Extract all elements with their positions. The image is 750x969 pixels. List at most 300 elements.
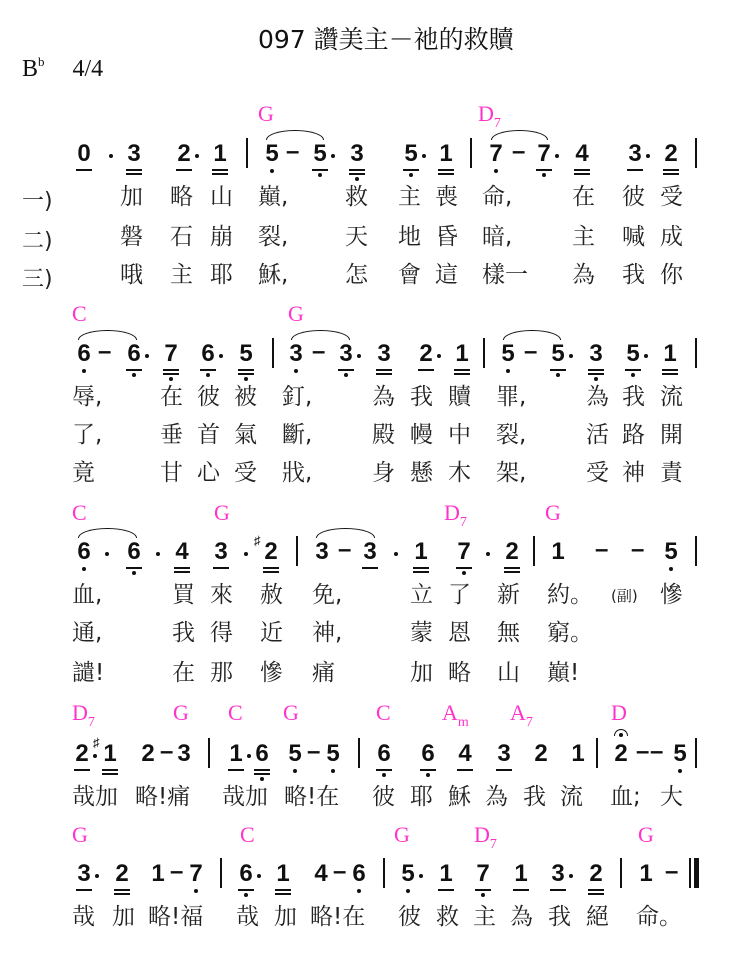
note bbox=[496, 742, 512, 766]
note bbox=[325, 742, 341, 766]
underline-sixteenth bbox=[454, 373, 470, 375]
lyric-syllable: 垂 bbox=[160, 422, 183, 448]
tie-slur bbox=[316, 528, 375, 538]
lyric-syllable: 活 bbox=[586, 422, 609, 448]
lyric-syllable: 大 bbox=[660, 784, 683, 810]
low-octave-dot bbox=[556, 373, 560, 377]
low-octave-dot bbox=[293, 769, 297, 773]
sustain-dash: – bbox=[631, 536, 645, 563]
note bbox=[625, 342, 641, 366]
note-digit: 3 bbox=[339, 340, 353, 367]
underline-eighth bbox=[550, 369, 566, 371]
note-digit: 5 bbox=[239, 340, 253, 367]
note bbox=[74, 742, 90, 766]
lyric-syllable: 主 bbox=[572, 224, 595, 250]
note bbox=[238, 342, 254, 366]
note bbox=[438, 142, 454, 166]
underline-eighth bbox=[513, 889, 529, 891]
chord-symbol bbox=[444, 500, 467, 530]
lyric-syllable: 耶 bbox=[410, 784, 433, 810]
lyric-syllable: 巔, bbox=[258, 184, 289, 210]
underline-sixteenth bbox=[275, 893, 291, 895]
sustain-dash: – bbox=[650, 738, 664, 765]
low-octave-dot bbox=[382, 773, 386, 777]
note bbox=[275, 862, 291, 886]
chord-quality: 7 bbox=[459, 515, 467, 530]
note bbox=[403, 142, 419, 166]
lyric-syllable: 流 bbox=[560, 784, 583, 810]
lyric-syllable: 崩 bbox=[210, 224, 233, 250]
low-octave-dot bbox=[82, 369, 86, 373]
lyric-syllable: 我 bbox=[548, 904, 571, 930]
note bbox=[76, 540, 92, 564]
note-digit: 2 bbox=[177, 140, 191, 167]
lyric-syllable: 我 bbox=[172, 620, 195, 646]
note bbox=[163, 342, 179, 366]
note-digit: 2 bbox=[614, 740, 628, 767]
underline-sixteenth bbox=[588, 373, 604, 375]
note-digit: 3 bbox=[589, 340, 603, 367]
note-digit: 1 bbox=[103, 740, 117, 767]
chord-root: G bbox=[638, 822, 654, 847]
note bbox=[627, 142, 643, 166]
lyric-syllable: 彼 bbox=[398, 904, 421, 930]
key-signature bbox=[22, 56, 103, 83]
barline bbox=[272, 338, 274, 368]
lyric-syllable: 加 bbox=[112, 904, 135, 930]
low-octave-dot bbox=[355, 177, 359, 181]
lyric-syllable: (副) bbox=[611, 587, 638, 605]
note-digit: 6 bbox=[201, 340, 215, 367]
note-digit: 6 bbox=[127, 538, 141, 565]
lyric-syllable: 神 bbox=[622, 460, 645, 486]
note-digit: 1 bbox=[455, 340, 469, 367]
note-digit: 1 bbox=[414, 538, 428, 565]
barline bbox=[596, 738, 598, 768]
underline-eighth bbox=[74, 769, 90, 771]
chord-symbol bbox=[288, 303, 304, 325]
note-digit: 6 bbox=[352, 860, 366, 887]
underline-eighth bbox=[418, 369, 434, 371]
lyric-syllable: 主 bbox=[170, 262, 193, 288]
tie-slur bbox=[78, 330, 137, 340]
chord-symbol bbox=[72, 824, 88, 846]
lyric-syllable: 流 bbox=[660, 384, 683, 410]
dotted-note-dot bbox=[569, 874, 573, 878]
chord-quality: 7 bbox=[525, 715, 533, 730]
lyric-syllable: 赦 bbox=[260, 582, 283, 608]
lyric-syllable: 樣一 bbox=[482, 262, 528, 288]
note bbox=[613, 742, 629, 766]
underline-sixteenth bbox=[349, 173, 365, 175]
barline bbox=[246, 138, 248, 168]
note bbox=[264, 142, 280, 166]
underline-eighth bbox=[625, 369, 641, 371]
note bbox=[588, 862, 604, 886]
lyric-syllable: 在 bbox=[172, 660, 195, 686]
note bbox=[536, 142, 552, 166]
lyric-syllable: 罪, bbox=[496, 384, 527, 410]
key-accidental: b bbox=[38, 54, 45, 69]
lyric-syllable: 你 bbox=[660, 262, 683, 288]
lyric-syllable: 血; bbox=[610, 784, 641, 810]
lyric-syllable: 約。 bbox=[547, 582, 593, 608]
tie-slur bbox=[291, 330, 350, 340]
chord-symbol bbox=[173, 702, 189, 724]
note bbox=[588, 342, 604, 366]
lyric-syllable: 免, bbox=[312, 582, 343, 608]
note bbox=[176, 142, 192, 166]
note bbox=[662, 342, 678, 366]
note bbox=[550, 540, 566, 564]
note-digit: 5 bbox=[265, 140, 279, 167]
note-digit: 4 bbox=[458, 740, 472, 767]
lyric-syllable: 加 bbox=[120, 184, 143, 210]
lyric-syllable: 贖 bbox=[448, 384, 471, 410]
lyric-syllable: 那 bbox=[210, 660, 233, 686]
underline-sixteenth bbox=[376, 373, 392, 375]
lyric-syllable: 辱, bbox=[72, 384, 103, 410]
chord-root: D bbox=[72, 700, 88, 725]
underline-eighth bbox=[588, 889, 604, 891]
note-digit: 4 bbox=[575, 140, 589, 167]
low-octave-dot bbox=[344, 373, 348, 377]
note-digit: 7 bbox=[189, 860, 203, 887]
dotted-note-dot bbox=[644, 354, 648, 358]
underline-sixteenth bbox=[663, 173, 679, 175]
lyric-syllable: 通, bbox=[72, 620, 103, 646]
lyric-syllable: 為 bbox=[372, 384, 395, 410]
dotted-note-dot bbox=[93, 754, 97, 758]
lyric-syllable: 恩 bbox=[448, 620, 471, 646]
lyric-syllable: 哉 bbox=[236, 904, 259, 930]
lyric-syllable: 戕, bbox=[282, 460, 313, 486]
note bbox=[504, 540, 520, 564]
lyric-syllable: 受 bbox=[234, 460, 257, 486]
lyric-syllable: 窮。 bbox=[547, 620, 593, 646]
chord-root: A bbox=[442, 700, 458, 725]
underline-eighth bbox=[475, 889, 491, 891]
low-octave-dot bbox=[506, 369, 510, 373]
note bbox=[288, 342, 304, 366]
underline-eighth bbox=[588, 369, 604, 371]
note-digit: 2 bbox=[589, 860, 603, 887]
note bbox=[126, 540, 142, 564]
note bbox=[313, 862, 329, 886]
chord-root: C bbox=[376, 700, 391, 725]
underline-sixteenth bbox=[588, 893, 604, 895]
lyric-syllable: 為 bbox=[485, 784, 508, 810]
low-octave-dot bbox=[244, 893, 248, 897]
note-digit: 6 bbox=[255, 740, 269, 767]
sustain-dash: – bbox=[160, 738, 174, 765]
dotted-note-dot bbox=[219, 354, 223, 358]
chord-root: C bbox=[72, 500, 87, 525]
note-digit: 3 bbox=[363, 538, 377, 565]
lyric-syllable: 加 bbox=[410, 660, 433, 686]
underline-sixteenth bbox=[413, 571, 429, 573]
low-octave-dot bbox=[194, 889, 198, 893]
note bbox=[287, 742, 303, 766]
barline bbox=[695, 338, 697, 368]
note bbox=[663, 540, 679, 564]
chord-symbol bbox=[72, 700, 95, 730]
lyric-syllable: 救 bbox=[436, 904, 459, 930]
underline-sixteenth bbox=[574, 173, 590, 175]
underline-eighth bbox=[126, 169, 142, 171]
chord-root: G bbox=[283, 700, 299, 725]
low-octave-dot bbox=[331, 769, 335, 773]
underline-eighth bbox=[349, 169, 365, 171]
barline bbox=[220, 858, 222, 888]
note-digit: 5 bbox=[501, 340, 515, 367]
underline-eighth bbox=[504, 567, 520, 569]
underline-eighth bbox=[213, 567, 229, 569]
lyric-syllable: 立 bbox=[410, 582, 433, 608]
chord-root: G bbox=[173, 700, 189, 725]
lyric-syllable: 竟 bbox=[72, 460, 95, 486]
chord-symbol bbox=[474, 822, 497, 852]
underline-eighth bbox=[102, 769, 118, 771]
underline-eighth bbox=[663, 169, 679, 171]
underline-eighth bbox=[362, 567, 378, 569]
note-digit: 3 bbox=[497, 740, 511, 767]
note bbox=[475, 862, 491, 886]
lyric-syllable: 這 bbox=[435, 262, 458, 288]
chord-symbol bbox=[72, 303, 87, 325]
barline bbox=[470, 138, 472, 168]
sustain-dash: – bbox=[307, 738, 321, 765]
dotted-note-dot bbox=[257, 874, 261, 878]
chord-symbol bbox=[394, 824, 410, 846]
low-octave-dot bbox=[270, 169, 274, 173]
underline-sixteenth bbox=[438, 173, 454, 175]
lyric-syllable: 主 bbox=[398, 184, 421, 210]
lyric-syllable: 慘 bbox=[660, 582, 683, 608]
chord-symbol bbox=[545, 502, 561, 524]
low-octave-dot bbox=[481, 893, 485, 897]
underline-eighth bbox=[420, 769, 436, 771]
lyric-syllable: 喪 bbox=[435, 184, 458, 210]
lyric-syllable: 身 bbox=[372, 460, 395, 486]
sustain-dash: – bbox=[333, 858, 347, 885]
underline-eighth bbox=[200, 369, 216, 371]
note-digit: 2 bbox=[141, 740, 155, 767]
chord-root: G bbox=[545, 500, 561, 525]
underline-eighth bbox=[263, 567, 279, 569]
sustain-dash: – bbox=[595, 536, 609, 563]
note bbox=[338, 342, 354, 366]
note bbox=[314, 540, 330, 564]
note-digit: 5 bbox=[551, 340, 565, 367]
lyric-syllable: 心 bbox=[197, 460, 220, 486]
lyric-syllable: 山 bbox=[210, 184, 233, 210]
barline bbox=[358, 738, 360, 768]
underline-eighth bbox=[413, 567, 429, 569]
note-digit: 2 bbox=[664, 140, 678, 167]
note-digit: 6 bbox=[239, 860, 253, 887]
note bbox=[76, 142, 92, 166]
note bbox=[513, 862, 529, 886]
chord-root: G bbox=[214, 500, 230, 525]
note bbox=[574, 142, 590, 166]
lyric-syllable: 略 bbox=[448, 660, 471, 686]
underline-eighth bbox=[438, 169, 454, 171]
note-digit: 5 bbox=[326, 740, 340, 767]
lyric-syllable: 釘, bbox=[282, 384, 313, 410]
barline bbox=[296, 536, 298, 566]
lyric-syllable: 為 bbox=[586, 384, 609, 410]
chord-quality: 7 bbox=[493, 116, 501, 131]
chord-symbol bbox=[72, 502, 87, 524]
underline-eighth bbox=[176, 169, 192, 171]
chord-symbol bbox=[376, 702, 391, 724]
lyric-syllable: 無 bbox=[497, 620, 520, 646]
low-octave-dot bbox=[409, 173, 413, 177]
note-digit: 4 bbox=[314, 860, 328, 887]
chord-root: G bbox=[394, 822, 410, 847]
lyric-syllable: 地 bbox=[398, 224, 421, 250]
lyric-syllable: 彼 bbox=[372, 784, 395, 810]
note bbox=[438, 862, 454, 886]
barline bbox=[695, 738, 697, 768]
dotted-note-dot bbox=[357, 354, 361, 358]
note bbox=[663, 142, 679, 166]
lyric-syllable: 哦 bbox=[120, 262, 143, 288]
low-octave-dot bbox=[169, 377, 173, 381]
underline-eighth bbox=[114, 889, 130, 891]
barline bbox=[689, 858, 691, 888]
note-digit: 1 bbox=[571, 740, 585, 767]
low-octave-dot bbox=[406, 889, 410, 893]
lyric-syllable: 為 bbox=[572, 262, 595, 288]
lyric-syllable: 昏 bbox=[435, 224, 458, 250]
chord-root: C bbox=[228, 700, 243, 725]
dotted-rhythm-dot bbox=[244, 552, 248, 556]
underline-sixteenth bbox=[504, 571, 520, 573]
fermata-dot bbox=[619, 733, 623, 737]
lyric-syllable: 買 bbox=[172, 582, 195, 608]
lyric-syllable: 幔 bbox=[410, 422, 433, 448]
note bbox=[351, 862, 367, 886]
underline-eighth bbox=[238, 369, 254, 371]
verse-label: 三) bbox=[22, 267, 53, 292]
sustain-dash: – bbox=[312, 338, 326, 365]
chord-root: C bbox=[72, 301, 87, 326]
note-digit: 3 bbox=[628, 140, 642, 167]
note-digit: 3 bbox=[77, 860, 91, 887]
chord-symbol bbox=[214, 502, 230, 524]
note bbox=[420, 742, 436, 766]
underline-eighth bbox=[212, 169, 228, 171]
note bbox=[550, 862, 566, 886]
lyric-syllable: 耶 bbox=[210, 262, 233, 288]
sharp-icon: ♯ bbox=[93, 735, 100, 750]
dotted-rhythm-dot bbox=[156, 552, 160, 556]
chord-root: G bbox=[288, 301, 304, 326]
lyric-syllable: 受 bbox=[586, 460, 609, 486]
lyric-syllable: 絕 bbox=[586, 904, 609, 930]
lyric-syllable: 路 bbox=[622, 422, 645, 448]
barline bbox=[695, 138, 697, 168]
lyric-syllable: 近 bbox=[260, 620, 283, 646]
chord-symbol bbox=[638, 824, 654, 846]
note bbox=[150, 862, 166, 886]
low-octave-dot bbox=[132, 373, 136, 377]
note bbox=[93, 735, 118, 767]
note-digit: 7 bbox=[537, 140, 551, 167]
underline-eighth bbox=[76, 889, 92, 891]
note bbox=[413, 540, 429, 564]
chord-root: D bbox=[444, 500, 460, 525]
lyric-syllable: 暗, bbox=[482, 224, 513, 250]
lyric-syllable: 救 bbox=[345, 184, 368, 210]
low-octave-dot bbox=[669, 567, 673, 571]
note-digit: 5 bbox=[288, 740, 302, 767]
underline-eighth bbox=[536, 169, 552, 171]
underline-eighth bbox=[238, 889, 254, 891]
underline-sixteenth bbox=[238, 373, 254, 375]
lyric-syllable: 磐 bbox=[120, 224, 143, 250]
dotted-rhythm-dot bbox=[486, 552, 490, 556]
lyric-syllable: 懸 bbox=[410, 460, 433, 486]
note-digit: 2 bbox=[505, 538, 519, 565]
tie-slur bbox=[78, 528, 137, 538]
lyric-syllable: 我 bbox=[622, 262, 645, 288]
low-octave-dot bbox=[206, 373, 210, 377]
sustain-dash: – bbox=[512, 138, 526, 165]
lyric-syllable: 哉加 bbox=[222, 784, 268, 810]
note bbox=[400, 862, 416, 886]
note bbox=[533, 742, 549, 766]
dotted-note-dot bbox=[419, 874, 423, 878]
lyric-syllable: 首 bbox=[197, 422, 220, 448]
note bbox=[500, 342, 516, 366]
underline-eighth bbox=[312, 169, 328, 171]
note bbox=[418, 342, 434, 366]
chord-symbol bbox=[442, 700, 469, 730]
underline-sixteenth bbox=[163, 373, 179, 375]
chord-quality: 7 bbox=[87, 715, 95, 730]
lyric-syllable: 哉加 bbox=[72, 784, 118, 810]
note-digit: 2 bbox=[75, 740, 89, 767]
low-octave-dot bbox=[318, 173, 322, 177]
note bbox=[362, 540, 378, 564]
lyric-syllable: 怎 bbox=[345, 262, 368, 288]
sustain-dash: – bbox=[170, 858, 184, 885]
barline bbox=[483, 338, 485, 368]
low-octave-dot bbox=[132, 571, 136, 575]
underline-eighth bbox=[438, 889, 454, 891]
song-title: 097 讚美主－祂的救贖 bbox=[258, 25, 514, 54]
underline-sixteenth bbox=[126, 173, 142, 175]
sustain-dash: – bbox=[338, 536, 352, 563]
underline-eighth bbox=[76, 169, 92, 171]
lyric-syllable: 木 bbox=[448, 460, 471, 486]
chord-symbol bbox=[258, 103, 274, 125]
note-digit: 3 bbox=[315, 538, 329, 565]
lyric-syllable: 架, bbox=[496, 460, 527, 486]
underline-eighth bbox=[228, 769, 244, 771]
note bbox=[126, 342, 142, 366]
chord-quality: m bbox=[457, 715, 469, 730]
chord-root: D bbox=[611, 700, 627, 725]
sustain-dash: – bbox=[524, 338, 538, 365]
note bbox=[188, 862, 204, 886]
note bbox=[638, 862, 654, 886]
low-octave-dot bbox=[426, 773, 430, 777]
note bbox=[349, 142, 365, 166]
